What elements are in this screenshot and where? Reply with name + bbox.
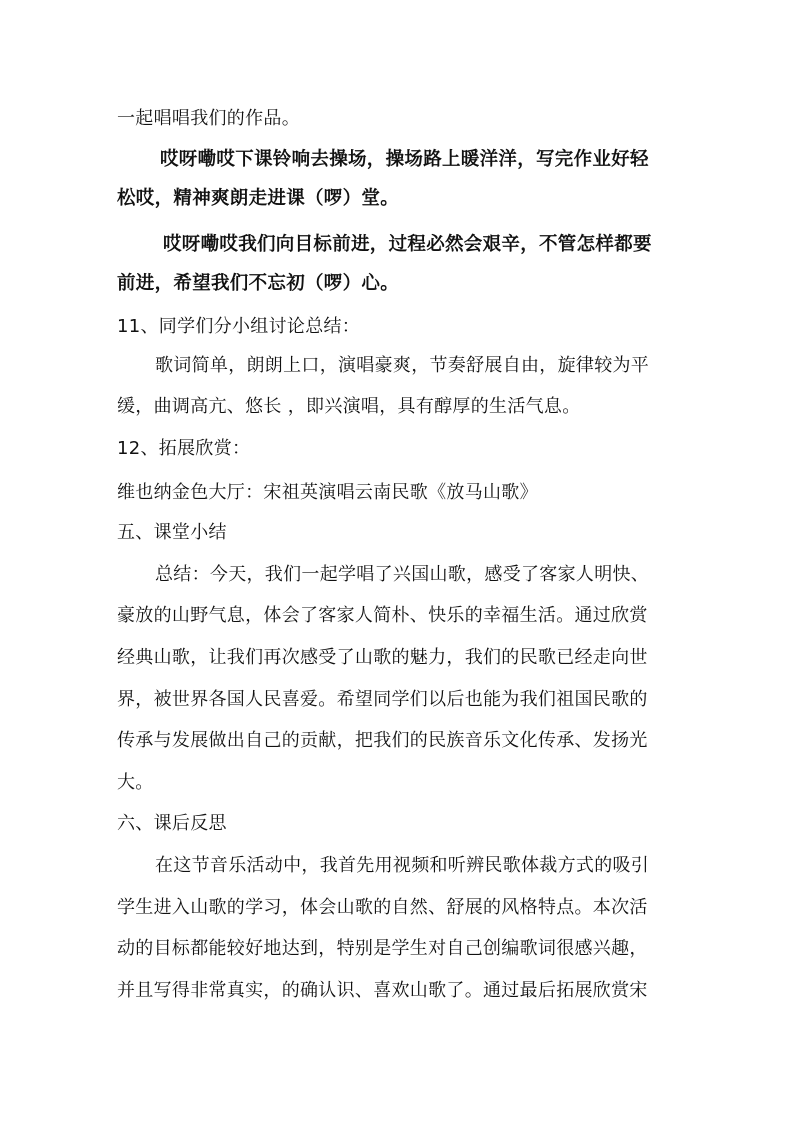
lyric-line-3: 哎呀嘞哎我们向目标前进，过程必然会艰辛，不管怎样都要 [163, 234, 652, 255]
reflection-line-1: 在这节音乐活动中，我首先用视频和听辨民歌体裁方式的吸引 [155, 855, 650, 876]
conclusion-line-1: 总结：今天，我们一起学唱了兴国山歌，感受了客家人明快、 [155, 564, 650, 585]
conclusion-line-5: 传承与发展做出自己的贡献，把我们的民族音乐文化传承、发扬光 [117, 730, 648, 751]
reflection-line-4: 并且写得非常真实，的确认识、喜欢山歌了。通过最后拓展欣赏宋 [117, 980, 648, 1001]
conclusion-line-4: 界，被世界各国人民喜爱。希望同学们以后也能为我们祖国民歌的 [117, 689, 648, 710]
lyric-line-1: 哎呀嘞哎下课铃响去操场，操场路上暖洋洋，写完作业好轻 [160, 149, 649, 170]
text-line-1: 一起唱唱我们的作品。 [117, 108, 300, 129]
summary-line-2: 缓，曲调高亢、悠长 ，即兴演唱，具有醇厚的生活气息。 [117, 396, 581, 417]
reflection-line-2: 学生进入山歌的学习，体会山歌的自然、舒展的风格特点。本次活 [117, 897, 648, 918]
section-heading-5: 五、课堂小结 [117, 522, 227, 543]
conclusion-line-2: 豪放的山野气息，体会了客家人简朴、快乐的幸福生活。通过欣赏 [117, 605, 648, 626]
conclusion-line-3: 经典山歌，让我们再次感受了山歌的魅力，我们的民歌已经走向世 [117, 647, 648, 668]
section-heading-12: 12、拓展欣赏： [117, 438, 251, 459]
reflection-line-3: 动的目标都能较好地达到，特别是学生对自己创编歌词很感兴趣， [117, 938, 648, 959]
summary-line-1: 歌词简单，朗朗上口，演唱豪爽，节奏舒展自由，旋律较为平 [155, 355, 650, 376]
lyric-line-4: 前进，希望我们不忘初（啰）心。 [117, 273, 400, 294]
section-heading-11: 11、同学们分小组讨论总结： [117, 316, 361, 337]
appreciation-line: 维也纳金色大厅：宋祖英演唱云南民歌《放马山歌》 [117, 482, 538, 503]
conclusion-line-6: 大。 [117, 772, 154, 793]
section-heading-6: 六、课后反思 [117, 813, 227, 834]
lyric-line-2: 松哎，精神爽朗走进课（啰）堂。 [117, 188, 400, 209]
